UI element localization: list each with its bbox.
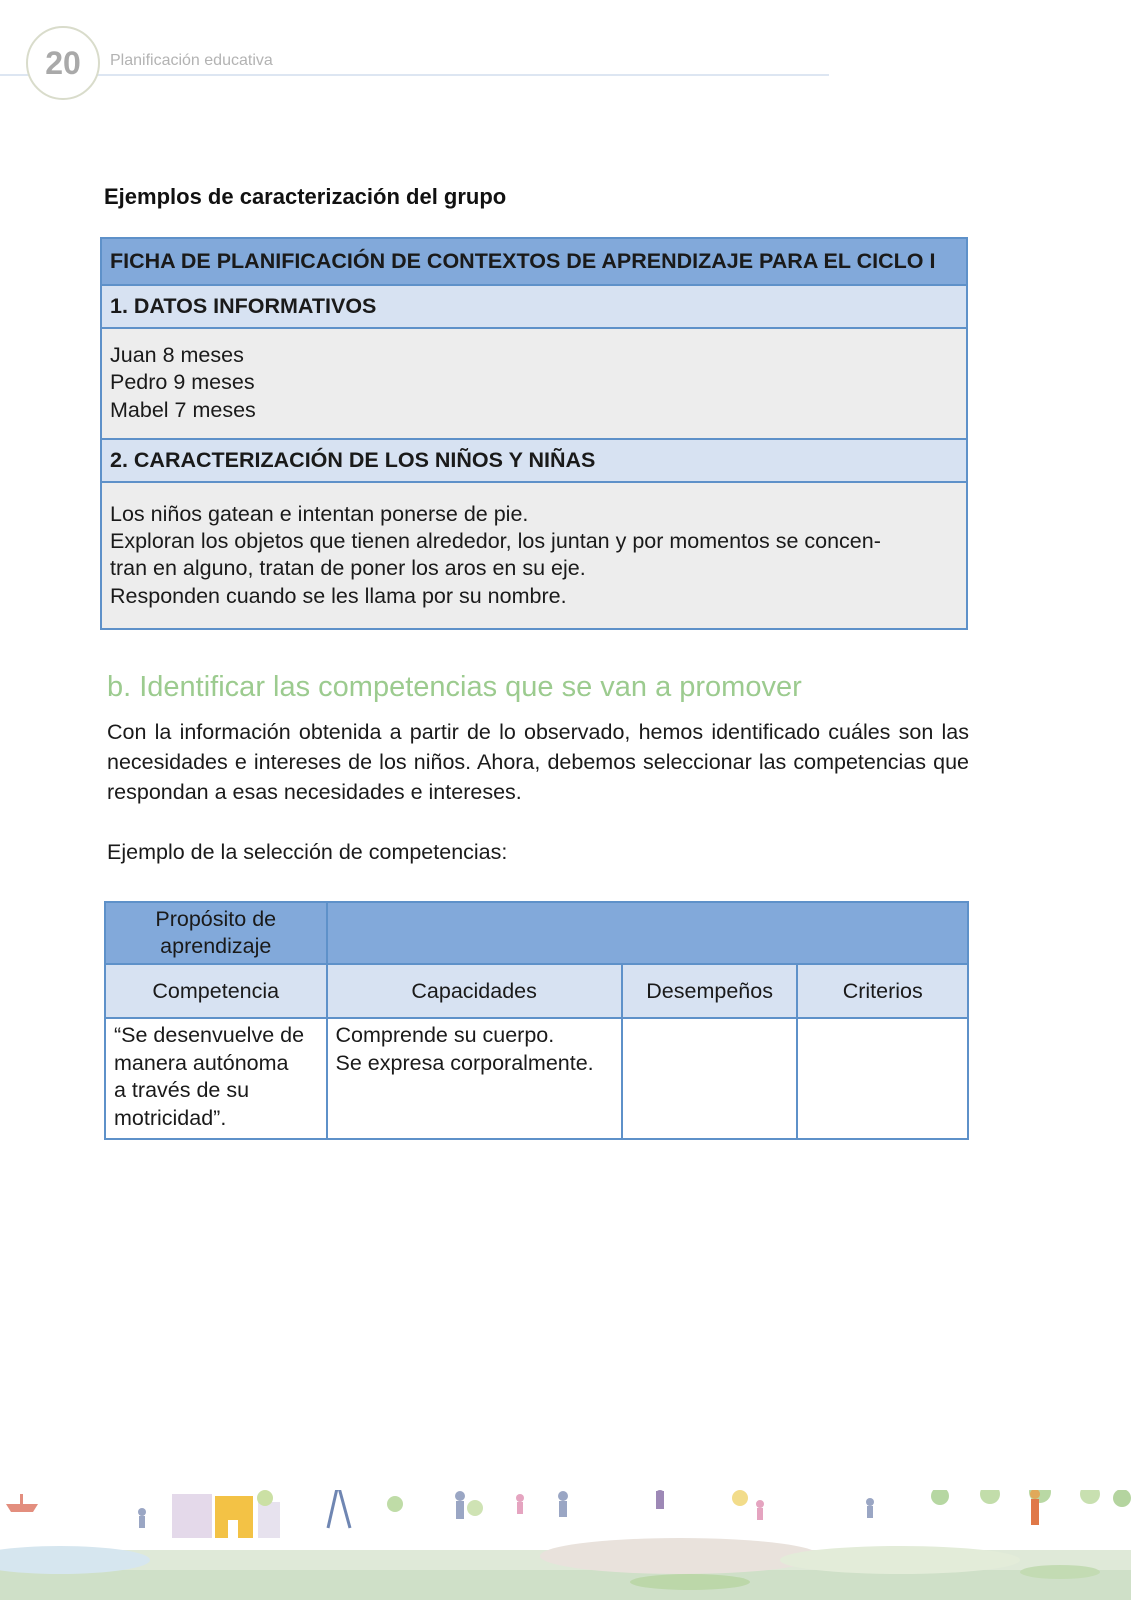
subsection-heading: b. Identificar las competencias que se van a promover (107, 671, 802, 703)
page-number: 20 (26, 26, 100, 100)
competencias-table (104, 901, 969, 1140)
ficha-title: FICHA DE PLANIFICACIÓN DE CONTEXTOS DE APRENDIZAJE PARA EL CICLO I (102, 239, 966, 286)
proposito-line: aprendizaje (160, 934, 272, 958)
datos-body (102, 329, 966, 440)
criterios-cell (797, 1018, 968, 1139)
caract-line: Exploran los objetos que tienen alrededor, los juntan y por momentos se concen- (110, 529, 881, 554)
proposito-header (105, 902, 327, 964)
competencia-line: “Se desenvuelve de (114, 1023, 305, 1047)
competencia-cell (105, 1018, 327, 1139)
header-criterios: Criterios (797, 964, 968, 1018)
capacidad-line: Se expresa corporalmente. (335, 1050, 594, 1075)
caract-line: Los niños gatean e intentan ponerse de pie. (110, 501, 529, 526)
caract-line: tran en alguno, tratan de poner los aros en su eje. (110, 556, 586, 581)
desempenos-cell (622, 1018, 798, 1139)
datos-heading: 1. DATOS INFORMATIVOS (102, 286, 966, 329)
section-label: Ejemplos de caracterización del grupo (104, 184, 507, 209)
competencia-line: manera autónoma (114, 1050, 289, 1075)
caract-line: Responden cuando se les llama por su nombre. (110, 583, 567, 608)
datos-line: Mabel 7 meses (110, 397, 256, 422)
header-capacidades: Capacidades (327, 964, 622, 1018)
capacidades-cell (327, 1018, 622, 1139)
header-rule (0, 74, 829, 76)
competencia-line: motricidad”. (114, 1105, 227, 1130)
caract-body (102, 483, 966, 628)
header-competencia: Competencia (105, 964, 327, 1018)
capacidad-line: Comprende su cuerpo. (335, 1023, 555, 1047)
competencia-line: a través de su (114, 1078, 250, 1102)
proposito-line: Propósito de (155, 907, 277, 931)
caract-heading: 2. CARACTERIZACIÓN DE LOS NIÑOS Y NIÑAS (102, 440, 966, 483)
datos-line: Juan 8 meses (110, 343, 244, 367)
datos-line: Pedro 9 meses (110, 370, 255, 395)
header-desempenos: Desempeños (622, 964, 798, 1018)
proposito-empty-cell (327, 902, 968, 964)
ficha-table (100, 237, 968, 630)
subsection-paragraph: Con la información obtenida a partir de lo observado, hemos identificado cuáles son las necesidades e intereses de los niños. Ahora, debemos seleccionar las competencias que respondan a esas necesidades e intereses. (107, 720, 969, 805)
example-label: Ejemplo de la selección de competencias: (107, 840, 508, 864)
running-title: Planificación educativa (110, 52, 273, 69)
footer-illustration (0, 1490, 1131, 1600)
